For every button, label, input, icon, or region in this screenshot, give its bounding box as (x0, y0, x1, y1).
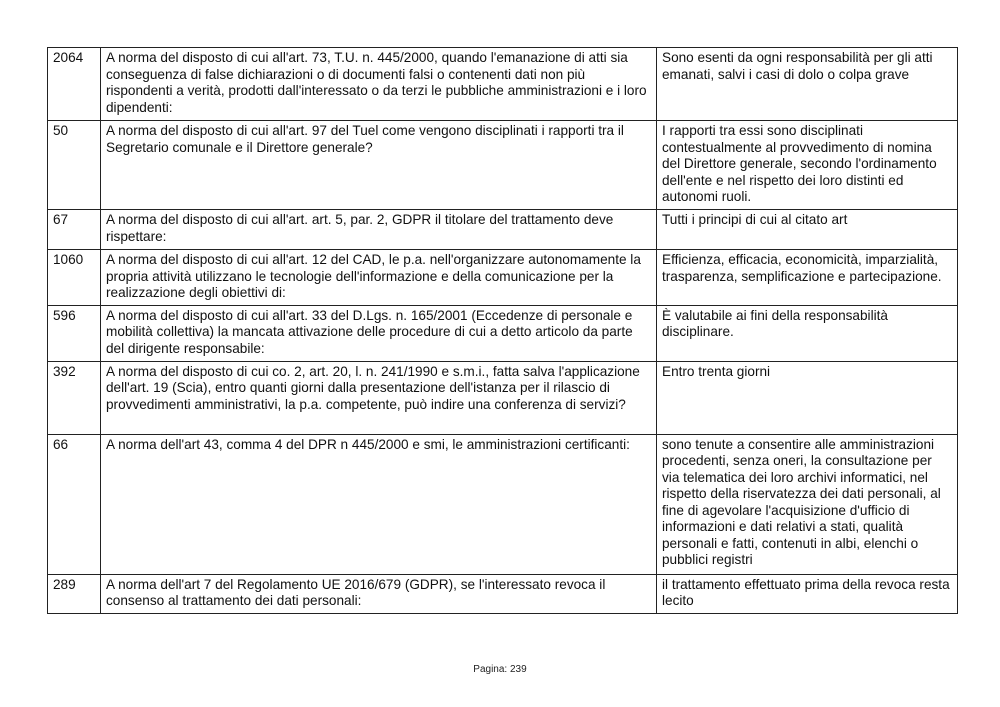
question-text: A norma del disposto di cui all'art. 97 del Tuel come vengono disciplinati i rapporti tra il Segretario comunale e il Direttore generale? (101, 121, 657, 210)
answer-text: È valutabile ai fini della responsabilità disciplinare. (657, 305, 958, 361)
table-row (48, 305, 958, 361)
answer-text: il trattamento effettuato prima della revoca resta lecito (657, 574, 958, 613)
question-number: 2064 (48, 48, 101, 121)
question-text: A norma del disposto di cui co. 2, art. 20, l. n. 241/1990 e s.m.i., fatta salva l'applicazione dell'art. 19 (Scia), entro quanti giorni dalla presentazione dell'istanza per il rilascio di provvedimenti amministrativi, la p.a. competente, può indire una conferenza di servizi? (101, 361, 657, 434)
answer-text: Tutti i principi di cui al citato art (657, 210, 958, 250)
quiz-table (47, 47, 958, 614)
answer-text: sono tenute a consentire alle amministrazioni procedenti, senza oneri, la consultazione per via telematica dei loro archivi informatici, nel rispetto della riservatezza dei dati personali, al fine di agevolare l'acquisizione d'ufficio di informazioni e dati relativi a stati, qualità personali e fatti, contenuti in albi, elenchi o pubblici registri (657, 434, 958, 574)
table-row (48, 361, 958, 434)
question-number: 50 (48, 121, 101, 210)
question-text: A norma del disposto di cui all'art. 33 del D.Lgs. n. 165/2001 (Eccedenze di personale e mobilità collettiva) la mancata attivazione delle procedure di cui a detto articolo da parte del dirigente responsabile: (101, 305, 657, 361)
question-text: A norma del disposto di cui all'art. 12 del CAD, le p.a. nell'organizzare autonomamente la propria attività utilizzano le tecnologie dell'informazione e della comunicazione per la realizzazione degli obiettivi di: (101, 250, 657, 306)
question-number: 392 (48, 361, 101, 434)
question-number: 289 (48, 574, 101, 613)
question-text: A norma dell'art 7 del Regolamento UE 2016/679 (GDPR), se l'interessato revoca il consenso al trattamento dei dati personali: (101, 574, 657, 613)
answer-text: I rapporti tra essi sono disciplinati contestualmente al provvedimento di nomina del Direttore generale, secondo l'ordinamento dell'ente e nel rispetto dei loro distinti ed autonomi ruoli. (657, 121, 958, 210)
table-row (48, 48, 958, 121)
table-row (48, 121, 958, 210)
question-text: A norma del disposto di cui all'art. art. 5, par. 2, GDPR il titolare del trattamento deve rispettare: (101, 210, 657, 250)
question-number: 66 (48, 434, 101, 574)
question-text: A norma del disposto di cui all'art. 73, T.U. n. 445/2000, quando l'emanazione di atti sia conseguenza di false dichiarazioni o di documenti falsi o contenenti dati non più rispondenti a verità, prodotti dall'interessato o da terzi le pubbliche amministrazioni e i loro dipendenti: (101, 48, 657, 121)
answer-text: Efficienza, efficacia, economicità, imparzialità, trasparenza, semplificazione e partecipazione. (657, 250, 958, 306)
answer-text: Entro trenta giorni (657, 361, 958, 434)
question-number: 1060 (48, 250, 101, 306)
question-text: A norma dell'art 43, comma 4 del DPR n 445/2000 e smi, le amministrazioni certificanti: (101, 434, 657, 574)
table-row (48, 574, 958, 613)
question-number: 67 (48, 210, 101, 250)
table-row (48, 210, 958, 250)
page-number: Pagina: 239 (473, 664, 527, 675)
table-row (48, 250, 958, 306)
answer-text: Sono esenti da ogni responsabilità per gli atti emanati, salvi i casi di dolo o colpa grave (657, 48, 958, 121)
question-number: 596 (48, 305, 101, 361)
table-row (48, 434, 958, 574)
